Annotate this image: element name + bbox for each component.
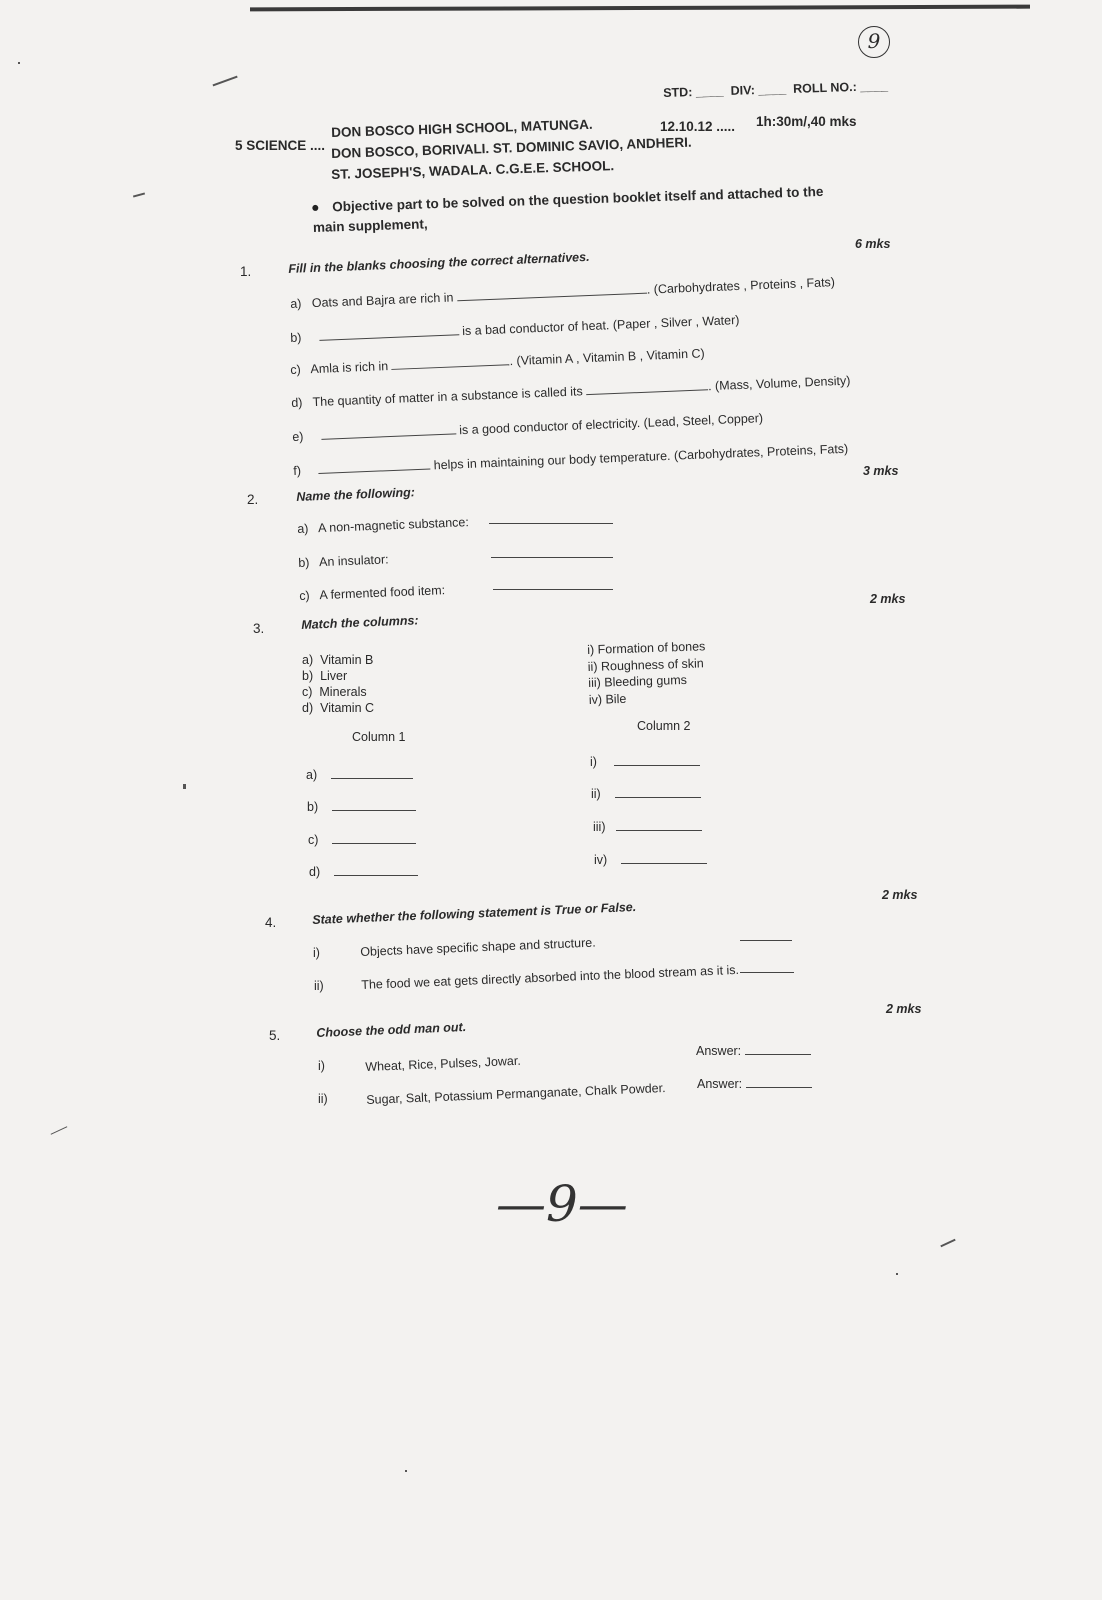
column-2-heading: Column 2 — [637, 719, 691, 733]
answer-blank[interactable] — [318, 323, 458, 341]
scan-mark — [405, 1470, 407, 1472]
q2-number: 2. — [247, 492, 259, 507]
col1-answer-d: d) — [309, 864, 418, 879]
answer-blank[interactable] — [489, 512, 613, 524]
q3-title: Match the columns: — [301, 613, 419, 632]
q1-item-b: b) is a bad conductor of heat. (Paper , Silver , Water) — [290, 312, 740, 345]
q4-item-i-label: i) — [313, 946, 320, 960]
answer-blank[interactable] — [745, 1043, 811, 1055]
q2-item-b: b) An insulator: — [298, 552, 389, 570]
scan-mark — [183, 784, 186, 789]
q5-answer-i: Answer: — [696, 1043, 811, 1058]
q4-title: State whether the following statement is True or False. — [312, 899, 637, 927]
answer-blank[interactable] — [331, 767, 413, 779]
q5-item-ii-label: ii) — [318, 1092, 328, 1106]
subject-label: 5 SCIENCE .... — [235, 138, 326, 153]
scan-mark — [896, 1273, 898, 1275]
answer-blank[interactable] — [493, 578, 613, 590]
answer-blank[interactable] — [746, 1076, 812, 1088]
list-item: a) Vitamin B — [302, 653, 374, 667]
answer-blank[interactable] — [320, 422, 455, 439]
school-line-3: ST. JOSEPH'S, WADALA. C.G.E.E. SCHOOL. — [331, 158, 615, 182]
list-item: ii) Roughness of skin — [587, 655, 704, 674]
std-field: STD: ____ DIV: ____ ROLL NO.: ____ — [663, 78, 889, 100]
answer-blank[interactable] — [318, 458, 430, 474]
answer-blank[interactable] — [740, 929, 792, 941]
q1-item-e: e) is a good conductor of electricity. (Lead, Steel, Copper) — [292, 411, 764, 444]
list-item: iii) Bleeding gums — [588, 672, 688, 690]
q4-number: 4. — [265, 915, 277, 930]
answer-blank[interactable] — [586, 378, 708, 395]
answer-blank[interactable] — [621, 852, 707, 864]
scan-mark — [133, 192, 145, 197]
school-line-2: DON BOSCO, BORIVALI. ST. DOMINIC SAVIO, ANDHERI. — [331, 134, 692, 161]
col1-answer-b: b) — [307, 799, 416, 814]
q4-item-i-text: Objects have specific shape and structure. — [360, 935, 596, 959]
q1-item-d: d) The quantity of matter in a substance is called its . (Mass, Volume, Density) — [291, 373, 851, 410]
list-item: b) Liver — [302, 669, 348, 683]
bullet-icon — [312, 205, 318, 211]
q4-marks: 2 mks — [882, 888, 918, 902]
answer-blank[interactable] — [334, 864, 418, 876]
scan-mark — [940, 1239, 955, 1248]
q5-item-ii-text: Sugar, Salt, Potassium Permanganate, Chalk Powder. — [366, 1080, 666, 1107]
col1-answer-c: c) — [308, 832, 416, 847]
col2-answer-iii: iii) — [593, 819, 702, 834]
q5-item-i-text: Wheat, Rice, Pulses, Jowar. — [365, 1053, 522, 1074]
answer-blank[interactable] — [457, 282, 647, 302]
answer-blank[interactable] — [332, 832, 416, 844]
list-item: i) Formation of bones — [587, 639, 706, 657]
exam-date: 12.10.12 ..... — [660, 119, 736, 134]
q1-item-a: a) Oats and Bajra are rich in . (Carbohydrates , Proteins , Fats) — [290, 275, 836, 311]
q5-title: Choose the odd man out. — [316, 1019, 467, 1040]
q5-answer-ii: Answer: — [697, 1076, 812, 1091]
q3-marks: 2 mks — [870, 592, 906, 606]
q1-title: Fill in the blanks choosing the correct alternatives. — [288, 249, 590, 276]
col2-answer-iv: iv) — [594, 852, 707, 867]
q2-item-c: c) A fermented food item: — [299, 583, 446, 603]
q2-title: Name the following: — [296, 485, 416, 504]
answer-blank[interactable] — [614, 754, 700, 766]
column-1-heading: Column 1 — [352, 730, 406, 744]
answer-blank[interactable] — [616, 819, 702, 831]
list-item: iv) Bile — [588, 691, 627, 707]
answer-blank[interactable] — [740, 961, 794, 973]
q3-left-list — [302, 652, 374, 716]
col2-answer-ii: ii) — [591, 786, 701, 801]
scan-mark — [51, 1126, 68, 1135]
scan-edge-line — [250, 5, 1030, 12]
answer-blank[interactable] — [615, 786, 701, 798]
scan-mark — [213, 76, 238, 86]
q1-item-c: c) Amla is rich in . (Vitamin A , Vitamin B , Vitamin C) — [290, 346, 705, 377]
school-line-1: DON BOSCO HIGH SCHOOL, MATUNGA. — [331, 116, 593, 140]
answer-blank[interactable] — [332, 799, 416, 811]
page-number-circled: 9 — [858, 26, 890, 58]
q1-marks: 6 mks — [855, 237, 891, 251]
q5-marks: 2 mks — [886, 1002, 922, 1016]
list-item: d) Vitamin C — [302, 701, 375, 715]
scan-mark — [18, 62, 20, 64]
time-marks: 1h:30m/,40 mks — [756, 114, 857, 129]
q4-item-ii-label: ii) — [314, 979, 324, 993]
q1-item-f: f) helps in maintaining our body temperature. (Carbohydrates, Proteins, Fats) — [293, 441, 849, 478]
q2-marks: 3 mks — [863, 464, 899, 478]
q4-item-ii-text: The food we eat gets directly absorbed into the blood stream as it is. — [361, 962, 740, 992]
col2-answer-i: i) — [590, 754, 700, 769]
instruction: Objective part to be solved on the question booklet itself and attached to the main supplement, — [312, 183, 824, 235]
q3-number: 3. — [253, 621, 265, 636]
q5-item-i-label: i) — [318, 1059, 325, 1073]
q1-number: 1. — [240, 264, 252, 279]
answer-blank[interactable] — [491, 546, 613, 558]
handwritten-page-number: —9— — [496, 1175, 628, 1233]
q3-right-list — [587, 638, 707, 708]
q2-item-a: a) A non-magnetic substance: — [297, 515, 470, 536]
list-item: c) Minerals — [302, 685, 367, 699]
answer-blank[interactable] — [391, 353, 509, 370]
q5-number: 5. — [269, 1028, 281, 1043]
col1-answer-a: a) — [306, 767, 413, 782]
